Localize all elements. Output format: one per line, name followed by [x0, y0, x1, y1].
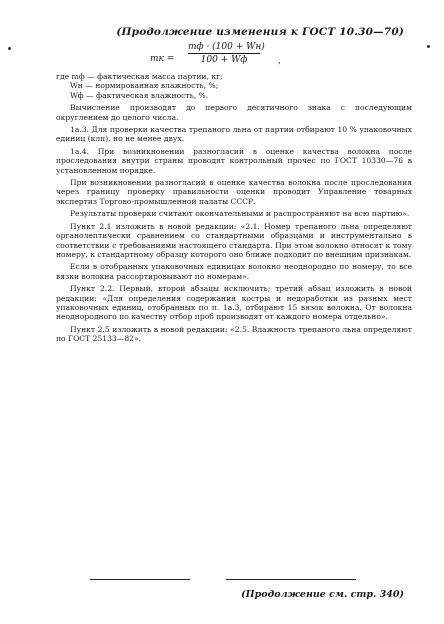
definition-wn: Wн — нормированная влажность, %;	[70, 81, 219, 91]
paragraph-1a4: 1а.4. При возникновении разногласий в оценке качества волокна после проследования внутри страны проводят контрольный прочес по ГОСТ 10330—76 в установленном порядке.	[56, 146, 412, 175]
paragraph-uneven-fiber: Если в отобранных упаковочных единицах волокно неоднородно по номеру, то все вязки волокна рассортировывают по номерам».	[56, 262, 412, 281]
definition-wf: Wф — фактическая влажность, %.	[70, 90, 209, 100]
footer-rule-right	[226, 579, 356, 580]
continuation-footer: (Продолжение см. стр. 340)	[241, 589, 404, 600]
scan-speck	[8, 47, 11, 50]
formula-denominator: 100 + Wф	[200, 55, 248, 65]
paragraph-results: Результаты проверки считают окончательными и распространяют на всю партию».	[70, 209, 410, 219]
paragraph-export-disputes: При возникновении разногласий в оценке качества волокна после проследования через границу проверку правильности оценки проводит Управление товарных экспертиз Торгово-промышленной палаты СССР.	[56, 178, 412, 206]
where-line: где mф — фактическая масса партии, кг;	[56, 72, 223, 81]
paragraph-2-2: Пункт 2.2. Первый, второй абзацы исключить; третий абзац изложить в новой редакции: «Для определения содержания костры и недоработки из разных мест упаковочных единиц, отобранных по п. 1а.3, отбирают 15 вязок волокна. От волокна неоднородного по качеству отбор проб производят от каждого номера отдельно».	[56, 284, 412, 322]
paragraph-1a3: 1а.3. Для проверки качества трепаного льна от партии отбирают 10 % упаковочных единиц (клп), но не менее двух.	[56, 125, 412, 144]
formula-lhs: mк =	[150, 54, 175, 64]
paragraph-rounding: Вычисление производят до первого десятичного знака с последующим округлением до целого числа.	[56, 103, 412, 122]
formula-fraction	[188, 42, 265, 65]
formula-numerator: mф · (100 + Wн)	[188, 42, 265, 52]
footer-rule-left	[90, 579, 190, 580]
continuation-header: (Продолжение изменения к ГОСТ 10.30—70)	[116, 26, 404, 38]
scan-speck	[427, 45, 430, 48]
document-body	[56, 72, 412, 347]
paragraph-2-5: Пункт 2.5 изложить в новой редакции: «2.5. Влажность трепаного льна определяют по ГОСТ 25133—82».	[56, 324, 412, 344]
formula-trailing-comma: ,	[278, 56, 281, 66]
paragraph-2-1: Пункт 2.1 изложить в новой редакции: «2.1. Номер трепаного льна определяют органолептически сравнением со стандартными образцами и инструментально в соответствии с требованиями настоящего стандарта. При этом волокно относят к тому номеру, к стандартному образцу которого оно ближе подходит по внешним признакам.	[56, 221, 412, 259]
